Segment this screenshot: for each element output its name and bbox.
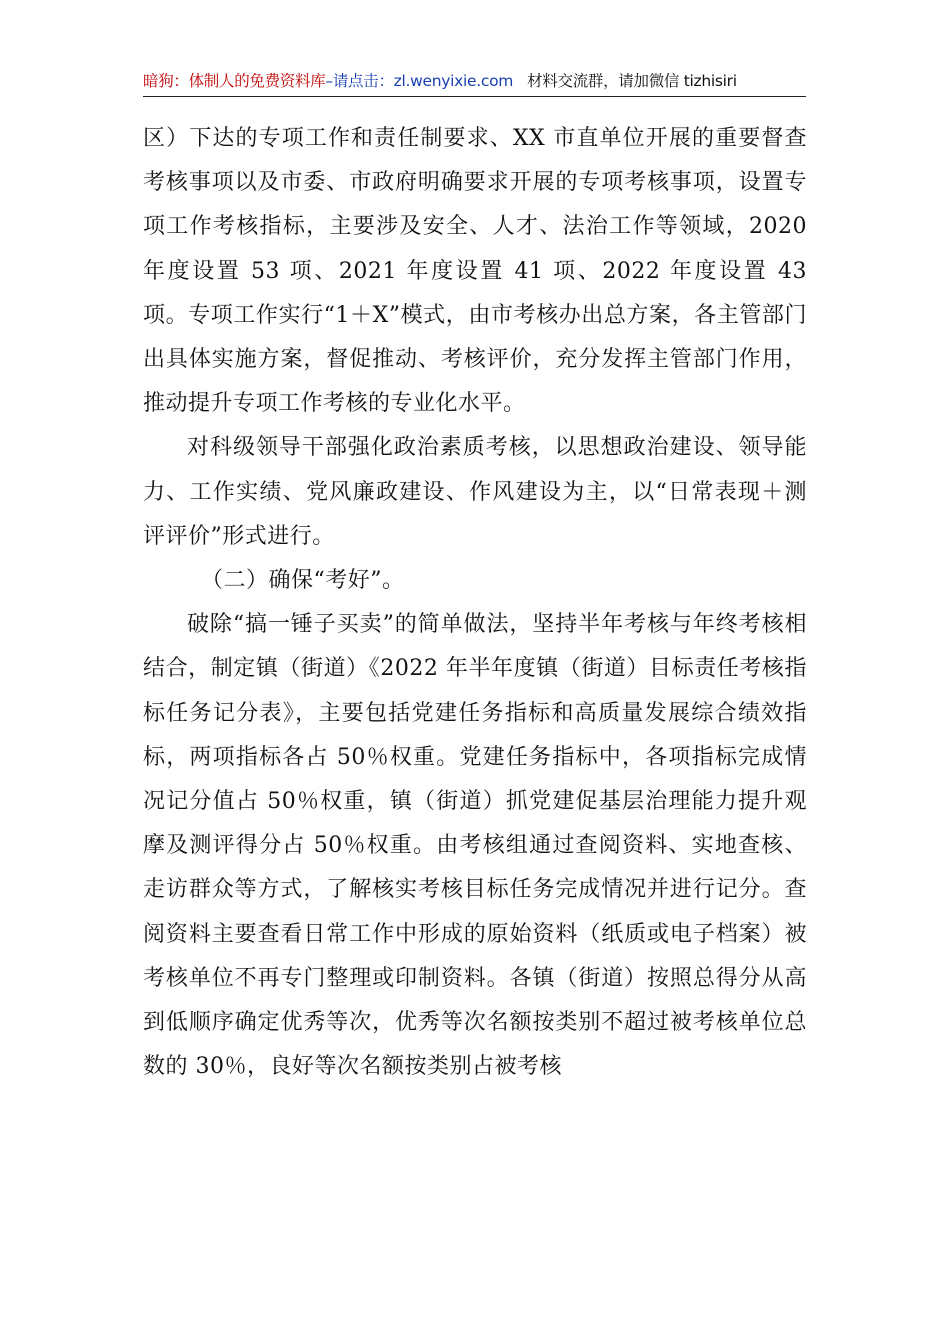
document-body [143,117,807,1089]
header-contact-text: 材料交流群，请加微信 tizhisiri [527,72,737,90]
header-link[interactable]: –请点击：zl.wenyixie.com [325,72,514,90]
header-promo-text: 暗狗：体制人的免费资料库 [143,72,326,90]
paragraph-assessment: 破除“搞一锤子买卖”的简单做法，坚持半年考核与年终考核相结合，制定镇（街道）《2022 年半年度镇（街道）目标责任考核指标任务记分表》，主要包括党建任务指标和高质量发展综合绩效指标，两项指标各占 50％权重。党建任务指标中，各项指标完成情况记分值占 50％权重，镇（街道）抓党建促基层治理能力提升观摩及测评得分占 50％权重。由考核组通过查阅资料、实地查核、走访群众等方式，了解核实考核目标任务完成情况并进行记分。查阅资料主要查看日常工作中形成的原始资料（纸质或电子档案）被考核单位不再专门整理或印制资料。各镇（街道）按照总得分从高到低顺序确定优秀等次，优秀等次名额按类别不超过被考核单位总数的 30％，良好等次名额按类别占被考核 [143,612,807,1080]
section-heading: （二）确保“考好”。 [201,568,405,594]
paragraph-continued: 区）下达的专项工作和责任制要求、XX 市直单位开展的重要督查考核事项以及市委、市政府明确要求开展的专项考核事项，设置专项工作考核指标，主要涉及安全、人才、法治工作等领域，2020 年度设置 53 项、2021 年度设置 41 项、2022 年度设置 43 项。专项工作实行“1＋X”模式，由市考核办出总方案，各主管部门出具体实施方案，督促推动、考核评价，充分发挥主管部门作用，推动提升专项工作考核的专业化水平。 [143,126,807,417]
page-header [143,66,806,97]
paragraph-section-leaders: 对科级领导干部强化政治素质考核，以思想政治建设、领导能力、工作实绩、党风廉政建设、作风建设为主，以“日常表现＋测评评价”形式进行。 [143,435,807,549]
